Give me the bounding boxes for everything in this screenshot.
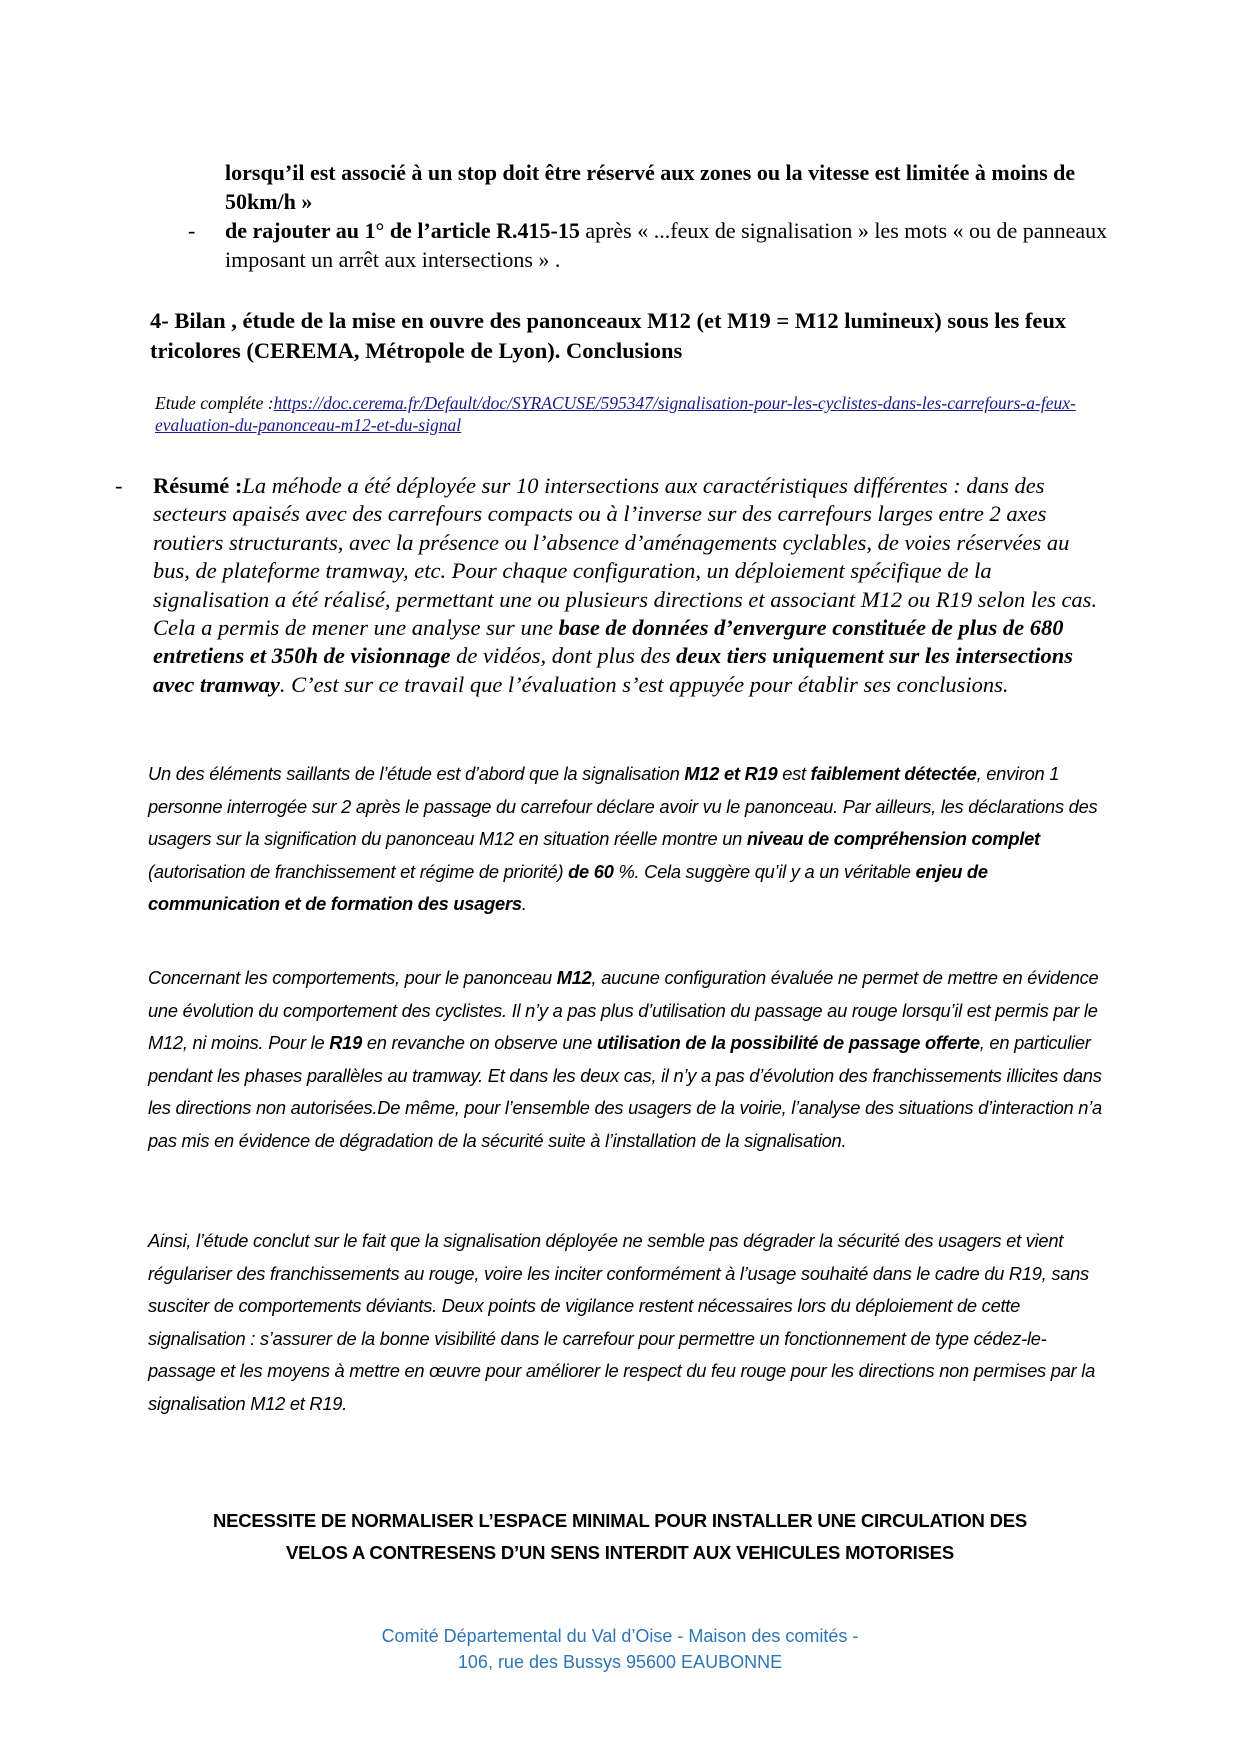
summary-lead: Résumé : [153,473,243,498]
paragraph-text: (autorisation de franchissement et régime de priorité) [148,860,569,882]
paragraph-emphasis: M12 [556,967,592,988]
study-reference [155,392,1105,436]
page-footer [200,1623,1040,1675]
amendment-list [150,158,1110,274]
section-heading: 4- Bilan , étude de la mise en ouvre des panonceaux M12 (et M19 = M12 lumineux) sous les feux tricolores (CEREMA, Métropole de Lyon). Conclusions [150,308,1067,363]
summary-emphasis: base de données d’envergure constituée de plus de 680 entretiens et 350h de visionnage [153,615,1064,669]
paragraph-emphasis: de 60 [568,860,614,882]
summary-item [115,472,1105,699]
bullet-dash: - [115,473,123,498]
paragraph-emphasis: M12 et R19 [684,763,778,784]
paragraph-text: %. Cela suggère qu’il y a un véritable [613,860,916,882]
paragraph-text: Un des éléments saillants de l’étude est d’abord que la signalisation [148,763,685,784]
closing-heading-line: NECESSITE DE NORMALISER L’ESPACE MINIMAL POUR INSTALLER UNE CIRCULATION DES [212,1510,1028,1531]
paragraph-behaviour [148,962,1108,1158]
paragraph-conclusion: Ainsi, l’étude conclut sur le fait que la signalisation déployée ne semble pas dégrader la sécurité des usagers et vient régulariser des franchissements au rouge, voire les inciter conformément à l’usage souhaité dans le cadre du R19, sans susciter de comportements déviants. Deux points de vigilance restent nécessaires lors du déploiement de cette signalisation : s’assurer de la bonne visibilité dans le carrefour pour permettre un fonctionnement de type cédez-le-passage et les moyens à mettre en œuvre pour améliorer le respect du feu rouge pour les directions non permises par la signalisation M12 et R19. [148,1230,1096,1414]
summary-text: de vidéos, dont plus des [450,643,677,669]
paragraph-emphasis: utilisation de la possibilité de passage offerte [596,1032,980,1054]
paragraph-emphasis: faiblement détectée [810,763,977,784]
summary-emphasis: deux tiers uniquement sur les intersections avec tramway [153,643,1074,697]
summary-body [115,472,1105,699]
footer-address: 106, rue des Bussys 95600 EAUBONNE [457,1652,783,1672]
paragraph-emphasis: R19 [329,1032,363,1054]
closing-heading-line: VELOS A CONTRESENS D’UN SENS INTERDIT AUX VEHICULES MOTORISES [286,1542,954,1563]
paragraph-text: , en particulier pendant les phases parallèles au tramway. Et dans les deux cas, il n’y a pas d’évolution des franchissements illicites dans les directions non autorisées.De même, pour l’ensemble des usagers de la voirie, l’analyse des situations d’interaction n’a pas mis en évidence de dégradation de la sécurité suite à l’installation de la signalisation. [148,1032,1102,1151]
study-link[interactable]: https://doc.cerema.fr/Default/doc/SYRACUSE/595347/signalisation-pour-les-cyclistes-dans-les-carrefours-a-feux-evaluation-du-panonceau-m12-et-du-signal [155,393,1076,435]
summary-text: . C’est sur ce travail que l’évaluation s’est appuyée pour établir ses conclusions. [279,671,1009,697]
bullet-dash: - [188,218,196,243]
paragraph-text: en revanche on observe une [362,1032,597,1054]
paragraph-text: , environ 1 personne interrogée sur 2 après le passage du carrefour déclare avoir vu le panonceau. Par ailleurs, les déclarations des usagers sur la signification du panonceau M12 en situation réelle montre un [148,763,1098,850]
list-item-text: après « ...feux de signalisation » les mots « ou de panneaux imposant un arrêt aux intersections » . [225,218,1108,272]
paragraph-text: Concernant les comportements, pour le panonceau [148,967,557,988]
list-continuation: lorsqu’il est associé à un stop doit être réservé aux zones ou la vitesse est limitée à moins de 50km/h » [225,160,1076,214]
paragraph-detection [148,758,1108,921]
list-item [150,216,1110,274]
summary-text: La méhode a été déployée sur 10 intersections aux caractéristiques différentes : dans des secteurs apaisés avec des carrefours compacts ou à l’inverse sur des carrefours larges entre 2 axes routiers structurants, avec la présence ou l’absence d’aménagements cyclables, de voies réservées au bus, de plateforme tramway, etc. Pour chaque configuration, un déploiement spécifique de la signalisation a été réalisé, permettant une ou plusieurs directions et associant M12 ou R19 selon les cas. Cela a permis de mener une analyse sur une [153,473,1098,641]
paragraph-emphasis: enjeu de communication et de formation des usagers [148,860,988,915]
paragraph-text: . [521,893,527,915]
paragraph-text: est [777,763,811,784]
paragraph-text: , aucune configuration évaluée ne permet de mettre en évidence une évolution du comportement des cyclistes. Il n’y a pas plus d’utilisation du passage au rouge lorsqu’il est permis par le M12, ni moins. Pour le [148,967,1099,1054]
closing-heading [130,1505,1110,1569]
study-label: Etude compléte : [155,393,274,413]
paragraph-emphasis: niveau de compréhension complet [746,828,1040,850]
footer-line: Comité Départemental du Val d’Oise - Maison des comités - [381,1626,859,1646]
list-item-bold: de rajouter au 1° de l’article R.415-15 [225,218,580,243]
